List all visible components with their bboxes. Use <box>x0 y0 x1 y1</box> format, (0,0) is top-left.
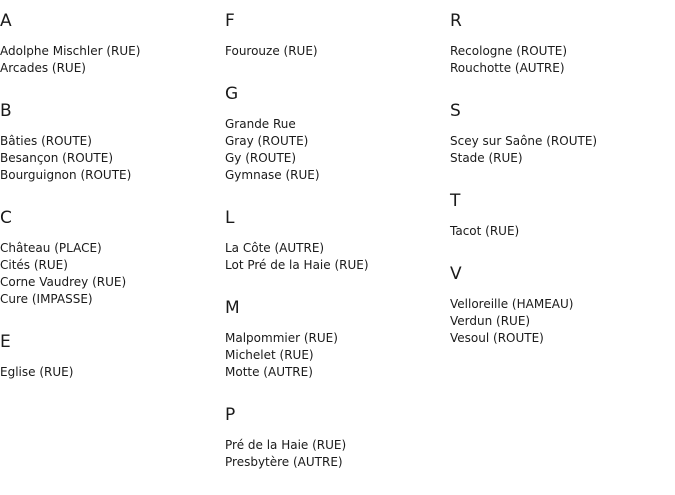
street-item: Cure (IMPASSE) <box>0 292 93 306</box>
street-item: Fourouze (RUE) <box>225 44 318 58</box>
street-list <box>225 116 450 184</box>
street-list <box>0 240 225 308</box>
street-list <box>225 330 450 381</box>
letter-group <box>0 208 225 308</box>
street-item: Gray (ROUTE) <box>225 134 309 148</box>
letter-group <box>225 298 450 381</box>
letter-heading: F <box>225 11 235 31</box>
letter-heading: L <box>225 208 235 228</box>
street-item: Bourguignon (ROUTE) <box>0 168 132 182</box>
letter-heading: S <box>450 101 461 121</box>
letter-group <box>0 11 225 77</box>
column-1 <box>0 0 225 405</box>
street-item: Recologne (ROUTE) <box>450 44 568 58</box>
letter-heading: R <box>450 11 462 31</box>
street-item: Tacot (RUE) <box>450 224 520 238</box>
street-item: Bâties (ROUTE) <box>0 134 92 148</box>
street-list <box>450 296 675 347</box>
street-list <box>450 43 675 77</box>
column-2 <box>225 0 450 495</box>
street-item: Motte (AUTRE) <box>225 365 313 379</box>
street-item: Cités (RUE) <box>0 258 68 272</box>
street-list <box>225 43 450 60</box>
letter-heading: V <box>450 264 462 284</box>
street-item: Vesoul (ROUTE) <box>450 331 544 345</box>
street-item: Gy (ROUTE) <box>225 151 297 165</box>
street-list <box>450 133 675 167</box>
street-list <box>0 43 225 77</box>
street-item: Eglise (RUE) <box>0 365 74 379</box>
letter-group <box>450 191 675 240</box>
column-3 <box>450 0 675 371</box>
letter-heading: A <box>0 11 12 31</box>
letter-heading: E <box>0 332 11 352</box>
street-list <box>225 437 450 471</box>
letter-group <box>450 101 675 167</box>
street-item: Adolphe Mischler (RUE) <box>0 44 141 58</box>
letter-heading: B <box>0 101 12 121</box>
letter-heading: G <box>225 84 239 104</box>
letter-heading: M <box>225 298 240 318</box>
letter-group <box>225 84 450 184</box>
street-item: Besançon (ROUTE) <box>0 151 114 165</box>
street-item: Malpommier (RUE) <box>225 331 338 345</box>
letter-heading: P <box>225 405 236 425</box>
letter-group <box>225 405 450 471</box>
street-list <box>0 133 225 184</box>
letter-heading: T <box>450 191 461 211</box>
street-item: Scey sur Saône (ROUTE) <box>450 134 598 148</box>
street-item: Corne Vaudrey (RUE) <box>0 275 127 289</box>
street-item: Stade (RUE) <box>450 151 523 165</box>
letter-group <box>450 264 675 347</box>
street-item: Pré de la Haie (RUE) <box>225 438 347 452</box>
street-item: Michelet (RUE) <box>225 348 314 362</box>
street-item: Arcades (RUE) <box>0 61 86 75</box>
street-item: Velloreille (HAMEAU) <box>450 297 574 311</box>
street-item: Lot Pré de la Haie (RUE) <box>225 258 369 272</box>
street-item: Presbytère (AUTRE) <box>225 455 343 469</box>
letter-group <box>225 208 450 274</box>
street-list <box>0 364 225 381</box>
letter-group <box>0 101 225 184</box>
street-item: La Côte (AUTRE) <box>225 241 325 255</box>
street-item: Rouchotte (AUTRE) <box>450 61 565 75</box>
street-list <box>450 223 675 240</box>
street-item: Grande Rue <box>225 117 296 131</box>
street-item: Château (PLACE) <box>0 241 102 255</box>
letter-group <box>225 11 450 60</box>
street-item: Verdun (RUE) <box>450 314 531 328</box>
letter-group <box>0 332 225 381</box>
street-item: Gymnase (RUE) <box>225 168 320 182</box>
street-list <box>225 240 450 274</box>
letter-group <box>450 11 675 77</box>
letter-heading: C <box>0 208 12 228</box>
